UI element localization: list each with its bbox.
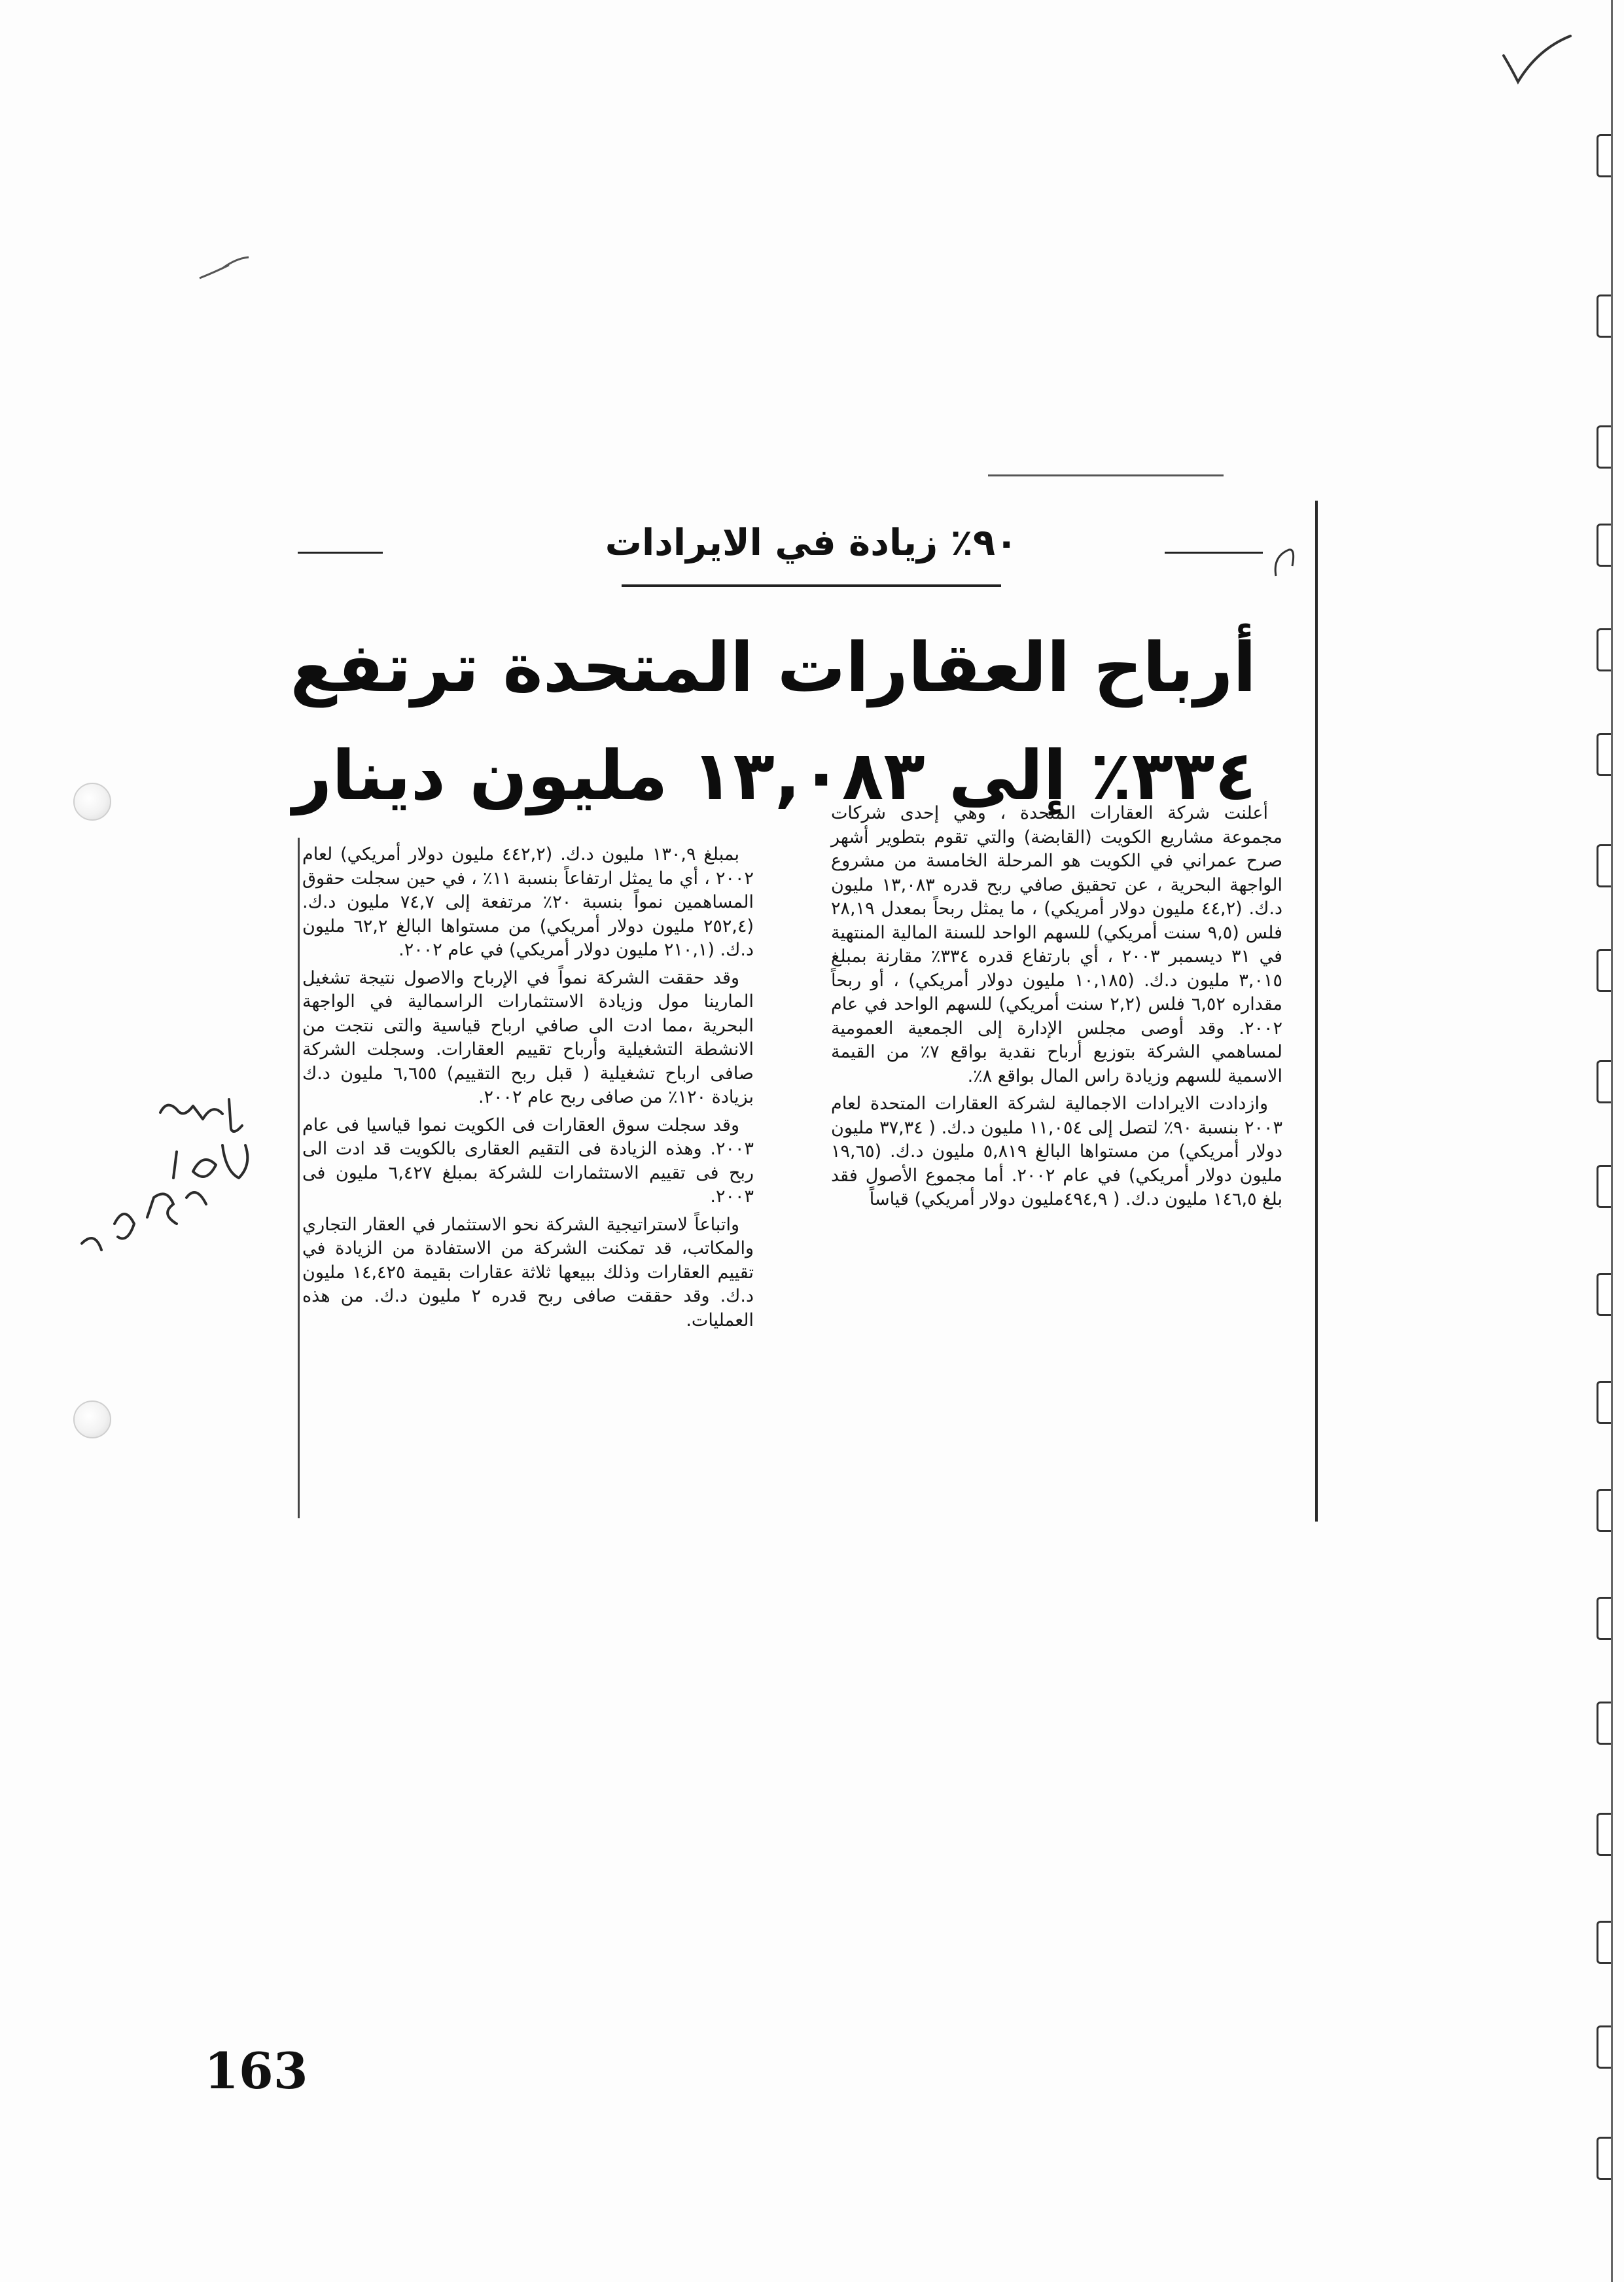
check-mark-icon	[1498, 29, 1577, 88]
paragraph: وقد سجلت سوق العقارات فى الكويت نموا قياسيا فى عام ٢٠٠٣. وهذه الزيادة فى التقيم العقارى بالكويت قد ادت الى ربح فى تقييم الاستثمارات للشركة بمبلغ ٦,٤٢٧ مليون فى ٢٠٠٣.	[302, 1114, 754, 1207]
article-headline-line2: ٣٣٤٪ إلى ١٣,٠٨٣ مليون دينار	[292, 736, 1256, 815]
paragraph: بمبلغ ١٣٠,٩ مليون د.ك. (٤٤٢,٢ مليون دولار أمريكي) لعام ٢٠٠٢ ، أي ما يمثل ارتفاعاً بنسبة ١١٪ ، في حين سجلت حقوق المساهمين نمواً بنسبة ٢٠٪ مرتفعة إلى ٧٤,٧ مليون د.ك. (٢٥٢,٤ مليون دولار أمريكي) من مستواها البالغ ٦٢,٢ مليون د.ك. (٢١٠,١ مليون دولار أمريكي) في عام ٢٠٠٢.	[302, 844, 754, 960]
article-kicker: ٩٠٪ زيادة في الايرادات	[605, 522, 1018, 564]
article-body-left-column	[302, 843, 754, 1510]
clipping-right-border	[1315, 501, 1318, 1522]
clipping-left-border	[298, 838, 300, 1518]
paragraph: أعلنت شركة العقارات المتحدة ، وهي إحدى شركات مجموعة مشاريع الكويت (القابضة) والتي تقوم بتطوير أشهر صرح عمراني في الكويت هو المرحلة الخامسة من مشروع الواجهة البحرية ، عن تحقيق صافي ربح قدره ١٣,٠٨٣ مليون د.ك. (٤٤,٢ مليون دولار أمريكي) ، ما يمثل ربحاً بمعدل ٢٨,١٩ فلس (٩,٥ سنت أمريكي) للسهم الواحد للسنة المالية المنتهية في ٣١ ديسمبر ٢٠٠٣ ، أي بارتفاع قدره ٣٣٤٪ مقارنة بمبلغ ٣,٠١٥ مليون د.ك. (١٠,١٨٥ مليون دولار أمريكي) ، أو ربحاً مقداره ٦,٥٢ فلس (٢,٢ سنت أمريكي) للسهم الواحد في عام ٢٠٠٢. وقد أوصى مجلس الإدارة إلى الجمعية العمومية لمساهمي الشركة بتوزيع أرباح نقدية بواقع ٧٪ من القيمة الاسمية للسهم وزيادة راس المال بواقع ٨٪.	[831, 803, 1282, 1086]
handwritten-annotation	[62, 1073, 278, 1283]
smudge-mark	[196, 252, 255, 285]
article-headline-line1: أرباح العقارات المتحدة ترتفع	[290, 628, 1256, 707]
paragraph: وازدادت الايرادات الاجمالية لشركة العقارات المتحدة لعام ٢٠٠٣ بنسبة ٩٠٪ لتصل إلى ١١,٠٥٤ مليون د.ك. ( ٣٧,٣٤ مليون دولار أمريكي) من مستواها البالغ ٥,٨١٩ مليون د.ك. (١٩,٦٥ مليون دولار أمريكي) في عام ٢٠٠٢. أما مجموع الأصول فقد بلغ ١٤٦,٥ مليون د.ك. ( ٤٩٤,٩مليون دولار أمريكي) قياساً	[831, 1094, 1282, 1209]
punch-hole	[73, 783, 111, 821]
pen-mark	[1269, 530, 1322, 582]
clipping-top-rule	[988, 474, 1224, 476]
binder-edge	[1611, 0, 1613, 2282]
punch-hole	[73, 1400, 111, 1438]
paragraph: وقد حققت الشركة نمواً في الإرباح والاصول نتيجة تشغيل المارينا مول وزيادة الاستثمارات الراسمالية في الواجهة البحرية ،مما ادت الى صافي ارباح قياسية والتى نتجت من الانشطة التشغيلية وأرباح تقييم العقارات. وسجلت الشركة صافى ارباح تشغيلية ( قبل ربح التقييم) ٦,٦٥٥ مليون د.ك بزيادة ١٢٠٪ من صافى ربح عام ٢٠٠٢.	[302, 967, 754, 1107]
kicker-underline	[622, 584, 1001, 587]
clipping-left-dash	[298, 552, 383, 554]
paragraph: واتباعاً لاستراتيجية الشركة نحو الاستثمار في العقار التجاري والمكاتب، قد تمكنت الشركة من الاستفادة من الزيادة في تقييم العقارات وذلك ببيعها ثلاثة عقارات بقيمة ١٤,٤٢٥ مليون د.ك. وقد حققت صافى ربح قدره ٢ مليون د.ك. من هذه العمليات.	[302, 1214, 754, 1330]
page-number: 163	[204, 2042, 308, 2100]
article-body-right-column	[831, 802, 1282, 1495]
clipping-right-dash	[1165, 552, 1263, 554]
